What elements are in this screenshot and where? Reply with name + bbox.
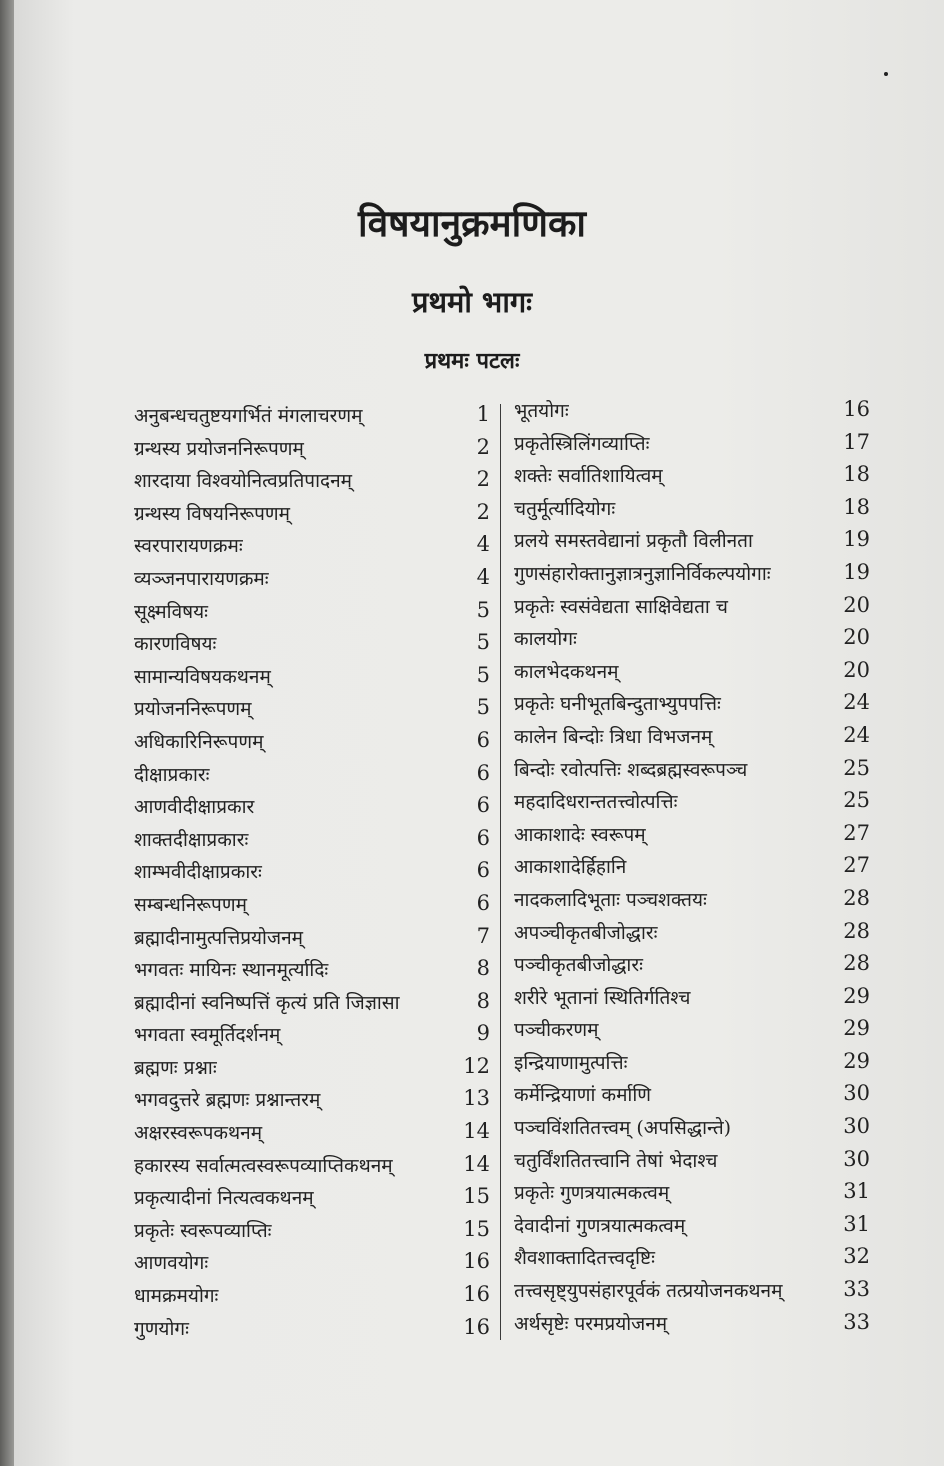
toc-entry-page: 8 [476,988,490,1013]
toc-entry [510,849,870,882]
toc-entry-page: 2 [476,499,490,524]
toc-entry-title: गुणसंहारोक्तानुज्ञात्रनुज्ञानिर्विकल्पयोगाः [514,562,771,585]
toc-entry-title: अधिकारिनिरूपणम् [134,730,264,753]
toc-entry-page: 13 [463,1086,490,1111]
toc-entry [116,594,490,627]
toc-entry-title: शक्तेः सर्वातिशायित्वम् [514,465,663,488]
toc-entry [510,523,870,556]
toc-entry-title: भूतयोगः [514,400,569,422]
toc-entry [510,458,870,491]
toc-entry-title: महदादिधरान्ततत्त्वोत्पत्तिः [514,791,678,814]
toc-entry [116,854,490,887]
toc-entry [116,1245,490,1278]
toc-entry-page: 32 [843,1244,870,1269]
toc-entry-title: अर्थसृष्टेः परमप्रयोजनम् [514,1312,668,1335]
toc-entry-title: पञ्चविंशतितत्त्वम् (अपसिद्धान्ते) [514,1117,732,1140]
toc-entry [116,463,490,496]
toc-entry [510,1306,870,1339]
toc-entry-title: प्रकृतेः घनीभूतबिन्दुताभ्युपपत्तिः [514,693,721,716]
toc-entry [116,1311,490,1344]
toc-entry-page: 28 [843,885,870,910]
toc-entry [510,882,870,915]
toc-entry [116,561,490,594]
toc-entry-page: 6 [476,890,490,915]
chapter-heading: प्रथमः पटलः [424,348,520,374]
toc-right-column [510,393,870,1338]
toc-entry [510,1110,870,1143]
toc-entry [116,920,490,953]
toc-entry-title: भगवदुत्तरे ब्रह्मणः प्रश्नान्तरम् [134,1089,321,1112]
toc-entry-page: 18 [843,462,870,487]
toc-entry-page: 28 [843,951,870,976]
toc-entry-title: शैवशाक्तादितत्त्वदृष्टिः [514,1247,655,1270]
toc-entry-title: शाक्तदीक्षाप्रकारः [134,828,249,851]
column-divider [500,404,501,1340]
page-title: विषयानुक्रमणिका [358,201,586,245]
toc-entry-page: 5 [476,630,490,655]
toc-entry-title: सूक्ष्मविषयः [134,600,208,623]
toc-entry-title: प्रकृतेस्त्रिलिंगव्याप्तिः [514,432,650,455]
toc-entry-title: प्रकृतेः स्वसंवेद्यता साक्षिवेद्यता च [514,595,728,618]
toc-entry [510,589,870,622]
toc-entry-title: कारणविषयः [134,633,217,656]
toc-entry [116,496,490,529]
toc-entry-title: प्रकृत्यादीनां नित्यत्वकथनम् [134,1187,314,1210]
toc-entry [116,528,490,561]
toc-entry-page: 16 [463,1314,490,1339]
toc-entry [116,1213,490,1246]
toc-entry-title: पञ्चीकृतबीजोद्धारः [514,954,643,977]
toc-entry-page: 14 [463,1151,490,1176]
toc-entry-page: 27 [843,820,870,845]
toc-entry [510,915,870,948]
toc-entry-page: 2 [476,434,490,459]
toc-entry-page: 4 [476,532,490,557]
toc-entry-title: पञ्चीकरणम् [514,1019,599,1042]
toc-entry-page: 29 [843,983,870,1008]
toc-entry-title: प्रकृतेः स्वरूपव्याप्तिः [134,1219,272,1242]
toc-entry-page: 24 [843,690,870,715]
toc-entry-page: 20 [843,592,870,617]
toc-entry-title: अनुबन्धचतुष्टयगर्भितं मंगलाचरणम् [134,405,363,427]
toc-entry-title: प्रयोजननिरूपणम् [134,698,252,721]
toc-entry-title: दीक्षाप्रकारः [134,763,210,786]
toc-entry-title: धामक्रमयोगः [134,1285,219,1308]
toc-entry-page: 28 [843,918,870,943]
toc-entry [510,1208,870,1241]
toc-entry [116,1148,490,1181]
toc-entry-title: बिन्दोः रवोत्पत्तिः शब्दब्रह्मस्वरूपञ्च [514,758,748,781]
toc-entry-page: 16 [463,1282,490,1307]
toc-entry [510,1077,870,1110]
toc-entry-title: नादकलादिभूताः पञ्चशक्तयः [514,888,707,911]
toc-entry-page: 5 [476,662,490,687]
toc-entry-title: अपञ्चीकृतबीजोद्धारः [514,921,658,944]
toc-entry-page: 29 [843,1016,870,1041]
toc-entry-title: चतुर्विंशतितत्त्वानि तेषां भेदाश्च [514,1149,718,1172]
toc-entry-title: गुणयोगः [134,1317,189,1340]
toc-entry [510,621,870,654]
toc-entry-page: 20 [843,657,870,682]
toc-entry-title: प्रकृतेः गुणत्रयात्मकत्वम् [514,1182,670,1205]
print-speck [884,72,888,76]
toc-entry-page: 30 [843,1146,870,1171]
toc-entry [510,1175,870,1208]
toc-entry-title: आणवयोगः [134,1252,209,1275]
toc-entry [116,431,490,464]
toc-entry [510,491,870,524]
toc-entry-title: सम्बन्धनिरूपणम् [134,893,247,916]
toc-entry-page: 1 [476,402,490,426]
toc-entry-title: अक्षरस्वरूपकथनम् [134,1122,263,1145]
toc-entry-page: 7 [476,923,490,948]
toc-entry [116,1278,490,1311]
toc-entry-title: भगवता स्वमूर्तिदर्शनम् [134,1024,281,1047]
toc-entry-title: तत्त्वसृष्ट्युपसंहारपूर्वकं तत्प्रयोजनकथनम् [514,1280,783,1303]
toc-entry-page: 15 [463,1184,490,1209]
toc-entry [510,1143,870,1176]
toc-entry-title: शारदाया विश्वयोनित्वप्रतिपादनम् [134,470,353,493]
toc-entry-page: 12 [463,1053,490,1078]
toc-entry [116,952,490,985]
toc-entry-page: 6 [476,793,490,818]
toc-entry [116,626,490,659]
toc-entry-page: 19 [843,527,870,552]
toc-entry [510,654,870,687]
toc-entry-title: ब्रह्मादीनां स्वनिष्पत्तिं कृत्यं प्रति जिज्ञासा [134,991,400,1014]
toc-entry [510,686,870,719]
toc-entry [510,1273,870,1306]
toc-entry [116,887,490,920]
toc-entry-title: शाम्भवीदीक्षाप्रकारः [134,861,262,884]
toc-entry-page: 27 [843,853,870,878]
toc-entry [510,393,870,426]
toc-entry [510,980,870,1013]
toc-entry [116,398,490,431]
toc-entry [116,822,490,855]
toc-entry [116,724,490,757]
toc-entry-page: 25 [843,755,870,780]
toc-entry-title: ग्रन्थस्य प्रयोजननिरूपणम् [134,437,304,460]
toc-entry-title: देवादीनां गुणत्रयात्मकत्वम् [514,1214,686,1237]
toc-entry-page: 6 [476,825,490,850]
toc-entry-title: स्वरपारायणक्रमः [134,535,243,558]
toc-entry-page: 9 [476,1021,490,1046]
toc-entry-title: कालेन बिन्दोः त्रिधा विभजनम् [514,725,713,748]
toc-entry [116,1180,490,1213]
toc-entry-page: 20 [843,625,870,650]
toc-entry-page: 24 [843,722,870,747]
toc-entry-page: 25 [843,788,870,813]
toc-entry-title: कालयोगः [514,628,577,651]
toc-entry-page: 30 [843,1114,870,1139]
toc-entry [116,789,490,822]
toc-entry [116,1017,490,1050]
toc-entry [510,426,870,459]
toc-entry-title: कालभेदकथनम् [514,660,619,683]
toc-entry [510,556,870,589]
toc-entry-title: कर्मेन्द्रियाणां कर्माणि [514,1084,652,1107]
toc-entry-page: 16 [463,1249,490,1274]
toc-entry [510,752,870,785]
toc-entry-title: आकाशादेः स्वरूपम् [514,823,646,846]
part-heading: प्रथमो भागः [411,285,533,319]
toc-left-column [116,398,490,1343]
toc-entry-page: 16 [843,397,870,421]
toc-entry [116,1050,490,1083]
toc-entry-title: सामान्यविषयकथनम् [134,665,271,688]
toc-entry-title: ग्रन्थस्य विषयनिरूपणम् [134,502,290,525]
toc-entry-page: 2 [476,467,490,492]
toc-entry-page: 33 [843,1309,870,1334]
toc-entry [116,1082,490,1115]
toc-entry-page: 5 [476,695,490,720]
toc-entry-title: ब्रह्मादीनामुत्पत्तिप्रयोजनम् [134,926,303,949]
toc-entry [116,659,490,692]
toc-entry-title: हकारस्य सर्वात्मत्वस्वरूपव्याप्तिकथनम् [134,1154,393,1177]
toc-entry-title: चतुर्मूर्त्यादियोगः [514,497,616,520]
toc-entry-page: 14 [463,1119,490,1144]
toc-entry-page: 17 [843,429,870,454]
toc-entry-page: 30 [843,1081,870,1106]
toc-entry-page: 6 [476,727,490,752]
toc-entry [116,985,490,1018]
toc-entry-title: इन्द्रियाणामुत्पत्तिः [514,1051,628,1074]
toc-entry-title: शरीरे भूतानां स्थितिर्गतिश्च [514,986,691,1009]
toc-entry [510,817,870,850]
toc-entry-page: 29 [843,1048,870,1073]
toc-entry-page: 5 [476,597,490,622]
toc-entry-page: 31 [843,1179,870,1204]
toc-entry-page: 15 [463,1216,490,1241]
toc-entry [116,691,490,724]
toc-entry-page: 8 [476,956,490,981]
toc-entry [510,1045,870,1078]
toc-entry [116,1115,490,1148]
toc-entry-page: 6 [476,760,490,785]
toc-entry-title: आणवीदीक्षाप्रकार [134,796,255,819]
toc-entry-title: भगवतः मायिनः स्थानमूर्त्यादिः [134,959,329,982]
toc-entry [510,784,870,817]
toc-entry-title: प्रलये समस्तवेद्यानां प्रकृतौ विलीनता [514,530,753,553]
toc-entry [116,757,490,790]
toc-entry-page: 6 [476,858,490,883]
toc-entry-page: 4 [476,564,490,589]
toc-entry-page: 18 [843,494,870,519]
toc-entry [510,1240,870,1273]
toc-entry [510,947,870,980]
toc-entry-page: 33 [843,1277,870,1302]
toc-entry-page: 31 [843,1211,870,1236]
toc-entry-title: ब्रह्मणः प्रश्नाः [134,1056,217,1079]
toc-entry [510,719,870,752]
toc-entry [510,1012,870,1045]
toc-entry-page: 19 [843,559,870,584]
toc-entry-title: आकाशादेर्ह्रिहानि [514,856,627,879]
toc-entry-title: व्यञ्जनपारायणक्रमः [134,567,269,590]
